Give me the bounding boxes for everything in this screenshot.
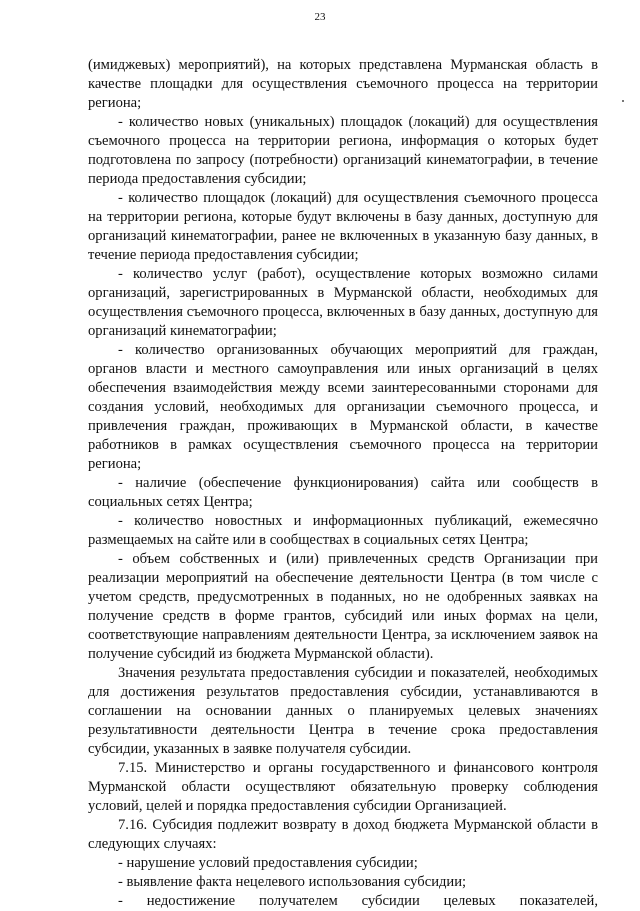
- document-body: [88, 56, 598, 911]
- paragraph-7-16: 7.16. Субсидия подлежит возврату в доход бюджета Мурманской области в следующих случаях:: [88, 817, 598, 852]
- paragraph-funds-volume: - объем собственных и (или) привлеченных средств Организации при реализации мероприятий на обеспечение деятельности Центра (в том числе с учетом средств, предусмотренных в поданных, но не одобренных заявках на получение средств в форме грантов, субсидий или иных формах на цели, соответствующие направлениям деятельности Центра, за исключением заявок на получение субсидий из бюджета Мурманской области).: [88, 551, 598, 662]
- margin-speck: [622, 100, 624, 102]
- paragraph-new-locations: - количество новых (уникальных) площадок (локаций) для осуществления съемочного процесса на территории региона, информация о которых будет подготовлена по запросу (потребности) организаций кинематографии, в течение периода предоставления субсидии;: [88, 114, 598, 187]
- paragraph-website: - наличие (обеспечение функционирования) сайта или сообществ в социальных сетях Центра;: [88, 475, 598, 510]
- paragraph-publications: - количество новостных и информационных публикаций, ежемесячно размещаемых на сайте или в сообществах в социальных сетях Центра;: [88, 513, 598, 548]
- paragraph-result-values: Значения результата предоставления субсидии и показателей, необходимых для достижения результатов предоставления субсидии, устанавливаются в соглашении на основании данных о планируемых целевых значениях результативности деятельности Центра в течение срока предоставления субсидии, указанных в заявке получателя субсидии.: [88, 665, 598, 757]
- paragraph-services: - количество услуг (работ), осуществление которых возможно силами организаций, зарегистрированных в Мурманской области, необходимых для осуществления съемочного процесса, включенных в базу данных, доступную для организаций кинематографии;: [88, 266, 598, 339]
- paragraph-7-15: 7.15. Министерство и органы государственного и финансового контроля Мурманской области осуществляют обязательную проверку соблюдения условий, целей и порядка предоставления субсидии Организацией.: [88, 760, 598, 814]
- page-number: 23: [314, 11, 326, 23]
- paragraph-continuation: (имиджевых) мероприятий), на которых представлена Мурманская область в качестве площадки для осуществления съемочного процесса на территории региона;: [88, 57, 598, 111]
- paragraph-training-events: - количество организованных обучающих мероприятий для граждан, органов власти и местного самоуправления или иных организаций в целях обеспечения взаимодействия между всеми заинтересованными сторонами для создания условий, необходимых для организации съемочного процесса, и привлечения граждан, проживающих в Мурманской области, в качестве работников в рамках осуществления съемочного процесса на территории региона;: [88, 342, 598, 472]
- list-item-misuse: - выявление факта нецелевого использования субсидии;: [118, 874, 467, 890]
- list-item-violation: - нарушение условий предоставления субсидии;: [118, 855, 418, 871]
- paragraph-database-locations: - количество площадок (локаций) для осуществления съемочного процесса на территории региона, которые будут включены в базу данных, доступную для организаций кинематографии, ранее не включенных в указанную базу данных, в течение периода предоставления субсидии;: [88, 190, 598, 263]
- list-item-non-achievement: - недостижение получателем субсидии целевых показателей,: [118, 893, 598, 909]
